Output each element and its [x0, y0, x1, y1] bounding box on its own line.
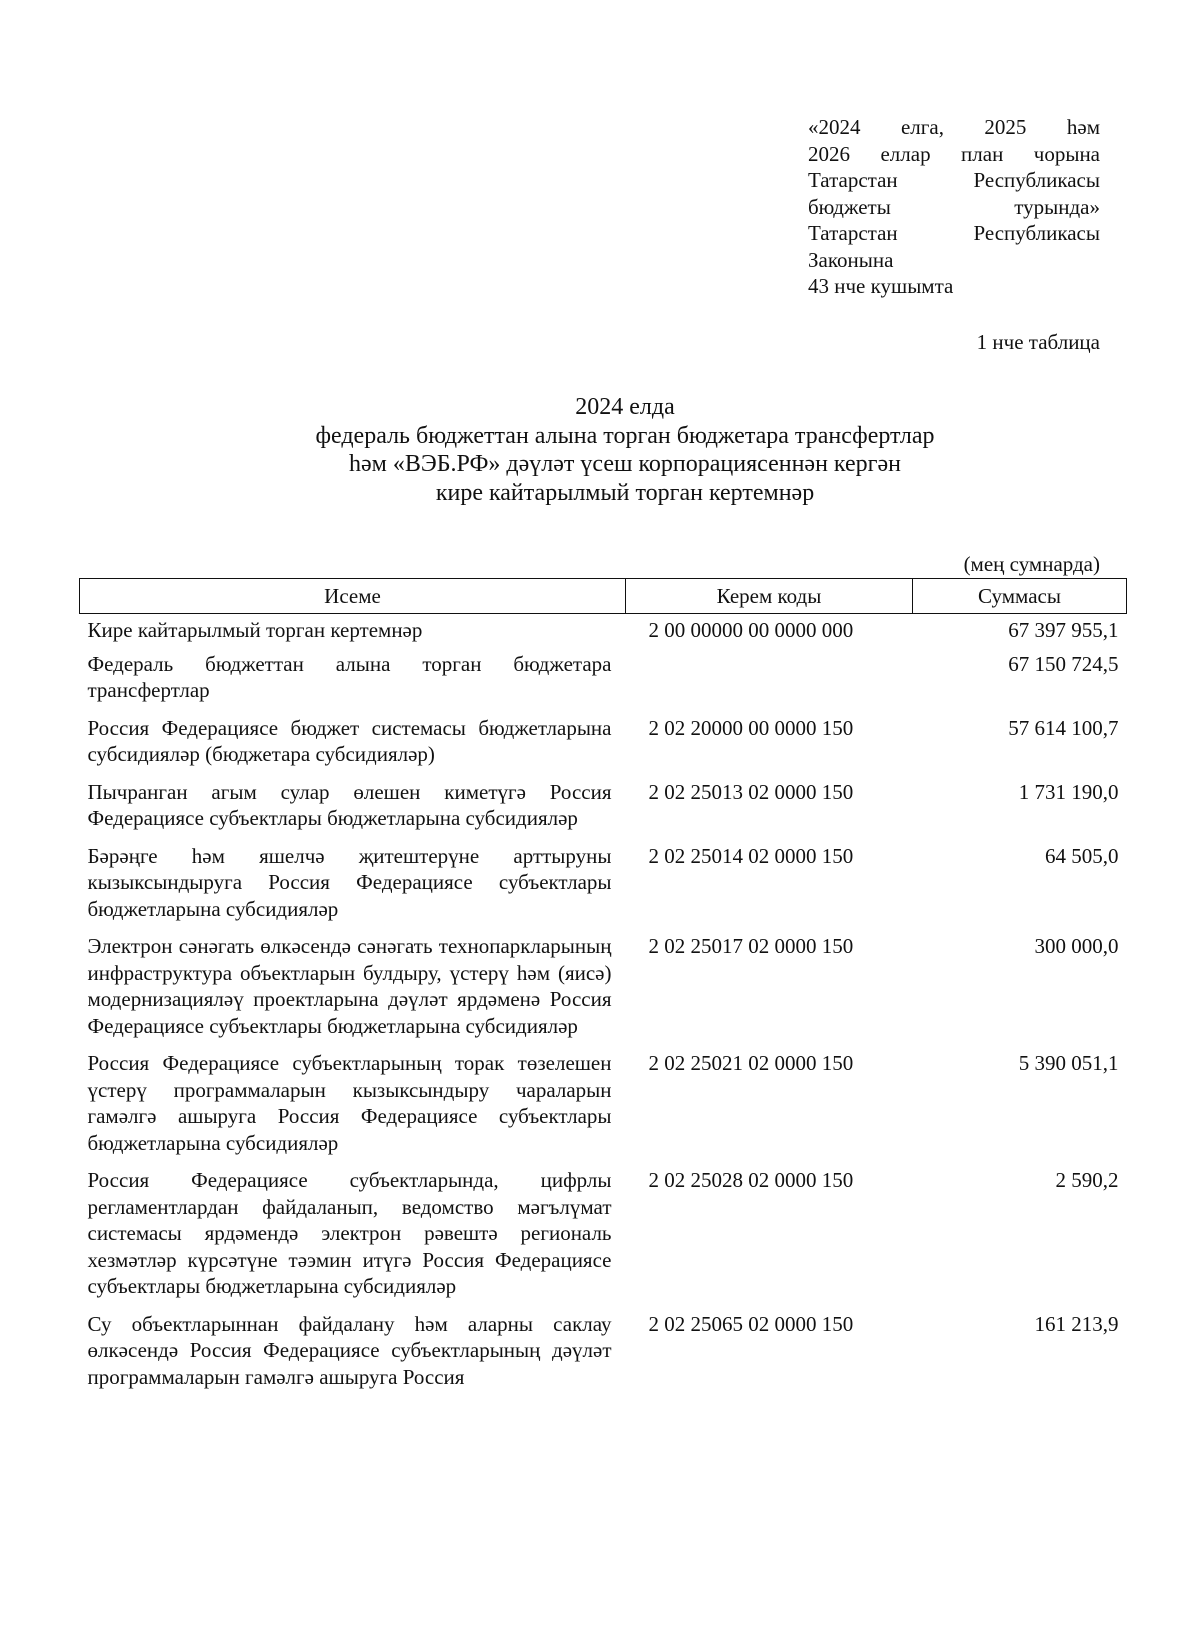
- document-title: [0, 393, 1200, 507]
- table-row: [80, 1306, 1127, 1397]
- row-code: 2 02 25017 02 0000 150: [648, 934, 854, 958]
- budget-table: [79, 578, 1127, 1396]
- row-code: 2 02 20000 00 0000 150: [648, 715, 854, 740]
- row-sum: 64 505,0: [1045, 843, 1119, 868]
- appendix-line: Татарстан Республикасы: [808, 168, 1100, 192]
- title-line: кире кайтарылмый торган кертемнәр: [435, 479, 815, 506]
- row-sum: 2 590,2: [1055, 1168, 1119, 1192]
- row-sum: 300 000,0: [1034, 934, 1119, 958]
- table-header-row: [80, 579, 1127, 614]
- row-code: 2 02 25014 02 0000 150: [648, 843, 854, 868]
- row-code: 2 02 25021 02 0000 150: [648, 1051, 854, 1075]
- title-line: федераль бюджеттан алына торган бюджетара трансфертлар: [315, 422, 935, 449]
- table-row: [80, 838, 1127, 929]
- row-name: Су объектларыннан файдалану һәм аларны саклау өлкәсендә Россия Федерациясе субъектларының дәүләт программаларын гамәлгә ашыруга Россия: [87, 1311, 612, 1389]
- appendix-line: Законына: [808, 247, 894, 272]
- row-name: Пычранган агым сулар өлешен киметүгә Россия Федерациясе субъектлары бюджетларына субсидияләр: [87, 779, 612, 830]
- table-row: [80, 1162, 1127, 1306]
- table-row: [80, 646, 1127, 710]
- row-name: Кире кайтарылмый торган кертемнәр: [87, 618, 423, 642]
- table-row: [80, 710, 1127, 774]
- row-sum: 161 213,9: [1034, 1311, 1119, 1336]
- table-row: [80, 774, 1127, 838]
- header-sum: Суммасы: [913, 579, 1127, 614]
- row-code: [626, 646, 913, 710]
- table-row: [80, 928, 1127, 1045]
- appendix-line: 43 нче кушымта: [808, 274, 954, 298]
- table-number: 1 нче таблица: [976, 330, 1100, 354]
- appendix-note: [808, 114, 1100, 300]
- row-code: 2 00 00000 00 0000 000: [648, 618, 854, 642]
- row-sum: 57 614 100,7: [1008, 715, 1119, 740]
- row-name: Федераль бюджеттан алына торган бюджетара трансфертлар: [87, 651, 612, 702]
- row-name: Электрон сәнәгать өлкәсендә сәнәгать технопаркларының инфраструктура объектларын булдыру, үстерү һәм (яисә) модернизацияләү проектларына дәүләт ярдәменә Россия Федерациясе субъектлары бюджетларына субсидияләр: [87, 934, 612, 1038]
- appendix-line: Татарстан Республикасы: [808, 221, 1100, 245]
- title-line: һәм «ВЭБ.РФ» дәүләт үсеш корпорациясеннән кергән: [349, 451, 901, 477]
- row-name: Россия Федерациясе субъектларының торак төзелешен үстерү программаларын кызыксындыру чараларын гамәлгә ашыруга Россия Федерациясе субъектлары бюджетларына субсидияләр: [87, 1051, 612, 1155]
- row-sum: 67 150 724,5: [1008, 651, 1119, 676]
- row-code: 2 02 25065 02 0000 150: [648, 1311, 854, 1336]
- row-code: 2 02 25013 02 0000 150: [648, 779, 854, 804]
- header-code: Керем коды: [626, 579, 913, 614]
- row-sum: 1 731 190,0: [1018, 779, 1119, 804]
- header-name: Исеме: [80, 579, 626, 614]
- row-name: Бәрәңге һәм яшелчә җитештерүне арттыруны кызыксындыруга Россия Федерациясе субъектлары бюджетларына субсидияләр: [87, 843, 612, 921]
- appendix-line: «2024 елга, 2025 һәм: [808, 115, 1100, 139]
- appendix-line: бюджеты турында»: [808, 194, 1100, 219]
- row-sum: 67 397 955,1: [1008, 618, 1119, 642]
- units-note: (мең сумнарда): [963, 552, 1100, 576]
- table-row: [80, 1045, 1127, 1162]
- row-sum: 5 390 051,1: [1018, 1051, 1119, 1075]
- title-line: 2024 елда: [575, 394, 675, 420]
- row-code: 2 02 25028 02 0000 150: [648, 1168, 854, 1192]
- row-name: Россия Федерациясе субъектларында, цифрлы регламентлардан файдаланып, ведомство мәгълүмат системасы ярдәмендә электрон рәвештә региональ хезмәтләр күрсәтүне тәэмин итүгә Россия Федерациясе субъектлары бюджетларына субсидияләр: [87, 1168, 612, 1298]
- table-row: [80, 614, 1127, 646]
- row-name: Россия Федерациясе бюджет системасы бюджетларына субсидияләр (бюджетара субсидияләр): [87, 715, 612, 766]
- appendix-line: 2026 еллар план чорына: [808, 141, 1100, 166]
